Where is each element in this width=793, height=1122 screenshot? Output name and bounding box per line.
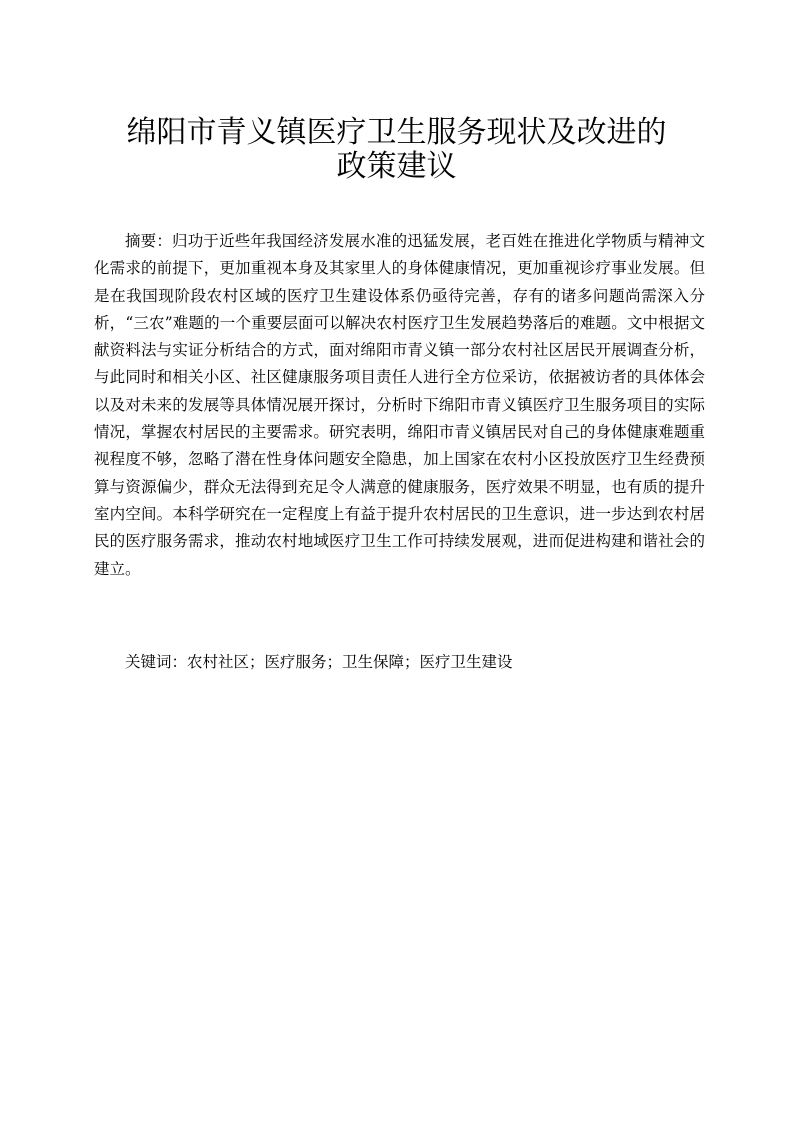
abstract-label: 摘要： [125, 232, 173, 250]
abstract-text: 归功于近些年我国经济发展水准的迅猛发展，老百姓在推进化学物质与精神文化需求的前提下，更加重视本身及其家里人的身体健康情况，更加重视诊疗事业发展。但是在我国现阶段农村区域的医疗卫生建设体系仍亟待完善，存有的诸多问题尚需深入分析，“三农”难题的一个重要层面可以解决农村医疗卫生发展趋势落后的难题。文中根据文献资料法与实证分析结合的方式，面对绵阳市青义镇一部分农村社区居民开展调查分析，与此同时和相关小区、社区健康服务项目责任人进行全方位采访，依据被访者的具体体会以及对未来的发展等具体情况展开探讨，分析时下绵阳市青义镇医疗卫生服务项目的实际情况，掌握农村居民的主要需求。研究表明，绵阳市青义镇居民对自己的身体健康难题重视程度不够，忽略了潜在性身体问题安全隐患，加上国家在农村小区投放医疗卫生经费预算与资源偏少，群众无法得到充足令人满意的健康服务，医疗效果不明显，也有质的提升室内空间。本科学研究在一定程度上有益于提升农村居民的卫生意识，进一步达到农村居民的医疗服务需求，推动农村地域医疗卫生工作可持续发展观，进而促进构建和谐社会的建立。 [94, 232, 705, 578]
title-line-1: 绵阳市青义镇医疗卫生服务现状及改进的 [126, 115, 667, 150]
keywords-paragraph [94, 650, 705, 674]
keywords-label: 关键词： [125, 653, 188, 671]
title-line-2: 政策建议 [336, 149, 457, 184]
abstract-paragraph [94, 228, 705, 583]
page-title [60, 116, 733, 184]
keywords-text: 农村社区；医疗服务；卫生保障；医疗卫生建设 [187, 653, 513, 671]
